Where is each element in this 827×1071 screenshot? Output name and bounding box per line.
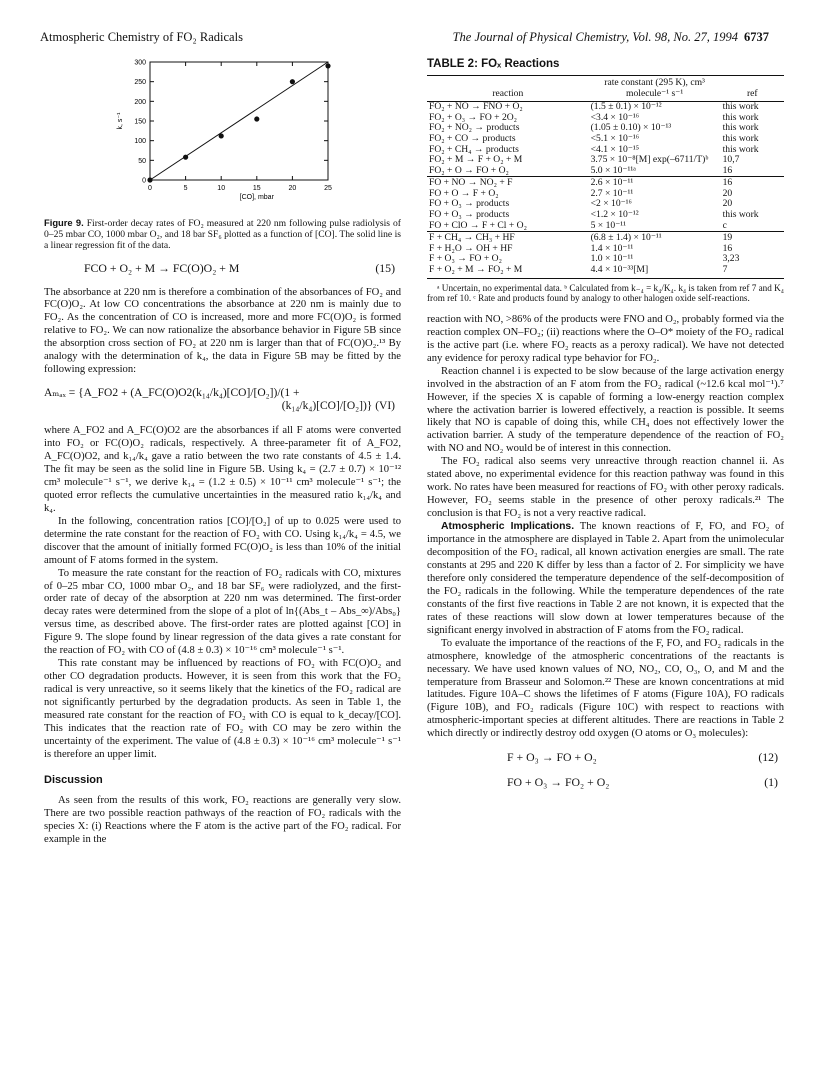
ref-cell: 20 xyxy=(722,198,733,210)
figure-9-caption xyxy=(44,217,401,252)
table-2-col-ref: ref xyxy=(721,75,784,101)
table-2-footnote: ᵃ Uncertain, no experimental data. ᵇ Calculated from k₋₄ = k₄/K₄. k₄ is taken from ref 7 and K₄ from ref 10. ᶜ Rate and products found by analogy to other halogen oxide self-reactions. xyxy=(427,282,784,304)
y-tick-label: 50 xyxy=(138,157,146,165)
x-tick-label: 5 xyxy=(183,185,188,192)
x-axis-label: [CO], mbar xyxy=(239,194,274,201)
paragraph-fit: where A_FO2 and A_FC(O)O2 are the absorbances if all F atoms were converted into FO₂ or FC(O)O₂ radicals, respectively. A three-parameter fit of A_FO2, A_FC(O)O2, and k₁₄/k₄ gave a ratio between the two rate constants of 4.5 ± 1.4. The fit may be seen as the solid line in Figure 5B. Using k₄ = (2.7 ± 0.7) × 10⁻¹² cm³ molecule⁻¹ s⁻¹, we derive k₁₄ = (1.2 ± 0.5) × 10⁻¹¹ cm³ molecule⁻¹ s⁻¹; the quoted error reflects the cumulative uncertainties in the measured ratio k₁₄/k₄ and k₄. xyxy=(44,425,401,514)
ref-cell: this work xyxy=(722,143,759,155)
y-tick-label: 250 xyxy=(134,79,146,87)
x-tick-label: 10 xyxy=(217,185,226,192)
paragraph-rate-measurement: To measure the rate constant for the reaction of FO₂ radicals with CO, mixtures of 0–25 mbar CO, 1000 mbar O₂, and 18 bar SF₆ were radiolyzed, and the first-order rate of decay of the absorption at 220 nm was determined. The first-order decay rates were determined from the slope of a plot of ln{(Abs_t – Abs_∞)/Abs₀} versus time, as described above. The first-order rates are plotted against [CO] in Figure 9. The slope found by linear regression of the data gives a rate constant for the reaction of FO₂ with CO of (4.8 ± 0.3) × 10⁻¹⁶ cm³ molecule⁻¹ s⁻¹. xyxy=(44,567,401,657)
reaction-cell: F + CH₄ → CH₃ + HF xyxy=(427,232,589,244)
right-column xyxy=(427,56,784,801)
rate-cell: 5.0 × 10⁻¹¹ᵃ xyxy=(590,164,636,176)
paragraph-reaction-no: reaction with NO, >86% of the products were FNO and O₂, probably formed via the reaction complex ON–FO₂; (ii) reactions where the O–O* moiety of the FO₂ radical is the active part (i.e. where FO₂ reacts as a peroxy radical). We have not detected any evidence for peroxy radical type behavior for FO₂. xyxy=(427,313,784,364)
reaction-cell: FO + O → F + O₂ xyxy=(429,187,499,199)
data-point xyxy=(254,116,259,121)
rate-cell: <2 × 10⁻¹⁶ xyxy=(590,198,632,210)
reaction-cell: FO₂ + O → FO + O₂ xyxy=(429,164,509,176)
reaction-cell: FO₂ + O₃ → FO + 2O₂ xyxy=(429,111,518,123)
ref-cell: 20 xyxy=(722,187,733,199)
data-point xyxy=(290,79,295,84)
reaction-cell: F + O₂ + M → FO₂ + M xyxy=(427,265,589,278)
ref-cell: 7 xyxy=(721,265,784,278)
atmospheric-implications-heading: Atmospheric Implications. xyxy=(441,521,575,533)
table-2-col-rate: rate constant (295 K), cm³ molecule⁻¹ s⁻¹ xyxy=(589,75,721,101)
reaction-cell: FO₂ + NO₂ → products xyxy=(429,122,520,134)
reaction-cell: FO + ClO → F + Cl + O₂ xyxy=(429,219,527,231)
equation-15 xyxy=(44,262,401,275)
equation-12 xyxy=(427,751,784,764)
ref-cell: this work xyxy=(722,132,759,144)
x-tick-label: 15 xyxy=(252,185,261,192)
ref-cell: 19 xyxy=(721,232,784,244)
reaction-cell: FO + O₃ → products xyxy=(429,209,510,221)
reaction-cell: F + H₂O → OH + HF xyxy=(429,242,513,254)
paragraph-channel-ii: The FO₂ radical also seems very unreactive through reaction channel ii. As stated above, no experimental evidence for this reaction pathway was found in this work. No rates have been measured for reactions of FO₂ with other peroxy radicals. However, FO₂ seems stable in the presence of other peroxy radicals.²¹ The conclusion is that FO₂ is not a very reactive radical. xyxy=(427,456,784,520)
reaction-cell: FO₂ + CH₄ → products xyxy=(429,143,519,155)
y-tick-label: 300 xyxy=(134,59,146,67)
regression-line xyxy=(150,62,328,180)
reaction-cell: F + O₃ → FO + O₂ xyxy=(429,253,502,265)
ref-cell: 16 xyxy=(721,177,784,189)
paragraph-absorbance: The absorbance at 220 nm is therefore a combination of the absorbances of FO₂ and FC(O)O₂. At low CO concentrations the absorbance at 220 nm is mainly due to FO₂. As the concentration of CO is increased, more and more FC(O)O₂ is formed relative to FO₂. We can now rationalize the absorbance behavior in Figure 5B since the absorption cross section of FO₂ at 220 nm is larger than that of FC(O)O₂.¹³ By analogy with the determination of k₄, the data in Figure 5B may be fitted by the following expression: xyxy=(44,286,401,376)
discussion-heading: Discussion xyxy=(44,773,103,786)
reaction-cell: FO₂ + CO → products xyxy=(429,132,516,144)
ref-cell: c xyxy=(722,219,727,231)
reaction-cell: FO + O₃ → products xyxy=(429,198,510,210)
reaction-cell: FO₂ + NO → FNO + O₂ xyxy=(429,101,523,113)
ref-cell: this work xyxy=(722,111,759,123)
journal-citation: The Journal of Physical Chemistry, Vol. 98, No. 27, 1994 xyxy=(452,30,738,44)
rate-cell: 4.4 × 10⁻³³[M] xyxy=(589,265,721,278)
rate-cell: (1.05 ± 0.10) × 10⁻¹³ xyxy=(590,122,672,134)
y-tick-label: 100 xyxy=(134,138,146,146)
reaction-cell: FO₂ + M → F + O₂ + M xyxy=(429,154,523,166)
figure-9-chart xyxy=(104,56,401,211)
equation-VI-line2: (k₁₄/k₄)[CO]/[O₂])} (VI) xyxy=(281,400,395,413)
figure-9-label: Figure 9. xyxy=(44,216,84,228)
paragraph-evaluate: To evaluate the importance of the reactions of the F, FO, and FO₂ radicals in the atmosphere, knowledge of the atmospheric concentrations of the reactants is necessary. We have used known values of NO, NO₂, CO, O₃, O, and M and the temperature from Brasseur and Solomon.²² These are known concentrations at mid latitudes. Figure 10A–C shows the lifetimes of F atoms (Figure 10A), FO radicals (Figure 10B), and FO₂ radicals (Figure 10C) with respect to reactions with atmospheric-important species at different altitudes. There are reactions in Table 2 which directly or indirectly destroy odd oxygen (O atoms or O₃ molecules): xyxy=(427,637,784,740)
table-2 xyxy=(427,75,784,279)
data-point xyxy=(325,63,330,68)
equation-12-text: F + O₃ → FO + O₂ xyxy=(507,750,597,765)
y-tick-label: 150 xyxy=(134,118,146,126)
data-point xyxy=(147,177,152,182)
table-2-header-row xyxy=(427,75,784,101)
equation-15-text: FCO + O₂ + M → FC(O)O₂ + M xyxy=(84,260,240,275)
equation-15-number: (15) xyxy=(375,260,395,275)
y-tick-label: 200 xyxy=(134,98,146,106)
paragraph-channel-i: Reaction channel i is expected to be slow because of the large activation energy involved in the abstraction of an F atom from the FO₂ radical (~12.6 kcal mol⁻¹).⁷ However, if the species X is capable of forming a low-energy reaction complex where the activation barrier is lowered effectively, a reaction is possible. It seems likely that NO is capable of doing this, while CH₄ does not effectively lower the activation barrier. A study of the temperature dependence of the reaction of FO₂ with NO and NO₂ would be of interest in this connection. xyxy=(427,365,784,455)
table-row xyxy=(427,134,784,145)
ref-cell: 16 xyxy=(722,242,733,254)
table-row xyxy=(427,166,784,177)
ref-cell: this work xyxy=(722,209,759,221)
reaction-cell: FO + NO → NO₂ + F xyxy=(427,177,589,189)
table-row xyxy=(427,221,784,232)
equation-1-number: (1) xyxy=(764,775,778,790)
rate-cell: <5.1 × 10⁻¹⁶ xyxy=(590,132,640,144)
rate-cell: <4.1 × 10⁻¹⁵ xyxy=(590,143,640,155)
data-point xyxy=(219,133,224,138)
left-column xyxy=(44,56,401,847)
atmospheric-implications-text: The known reactions of F, FO, and FO₂ of importance in the atmosphere are displayed in Table 2. Apart from the unimolecular decomposition of the FO₂ radical, all known activation energies are small. The rate constants at 295 and 220 K differ by less than a factor of 2. For simplicity we have therefore only considered the temperature dependence of the self-decomposition of the FO₂ radicals in the following. While the temperature dependences of the rate constants of the first five reactions in Table 2 are not known, it is expected that the rates of these reactions will slow down at lower temperatures because of the significant energy involved in abstraction of F atoms from the FO₂ radical. xyxy=(427,521,784,636)
x-tick-label: 25 xyxy=(324,185,332,192)
figure-9-svg xyxy=(104,56,344,206)
equation-VI xyxy=(44,387,401,413)
ref-cell: this work xyxy=(722,101,759,113)
rate-cell: <3.4 × 10⁻¹⁶ xyxy=(590,111,640,123)
paragraph-concentration-ratios: In the following, concentration ratios [CO]/[O₂] of up to 0.025 were used to determine the rate constant for the reaction of FO₂ with CO. Using k₁₄/k₄ = 4.5, we discover that the amount of initially formed FC(O)O₂ is less than 10% of the initial amount of F atoms formed in the system. xyxy=(44,515,401,566)
equation-1-text: FO + O₃ → FO₂ + O₂ xyxy=(507,775,610,790)
equation-1 xyxy=(427,776,784,789)
table-row xyxy=(427,265,784,278)
table-2-title: TABLE 2: FOₓ Reactions xyxy=(427,58,560,70)
running-header-left: Atmospheric Chemistry of FO₂ Radicals xyxy=(40,30,243,44)
table-2-body xyxy=(427,102,784,279)
ref-cell: 3,23 xyxy=(722,253,740,265)
x-tick-label: 20 xyxy=(288,185,297,192)
rate-cell: 1.4 × 10⁻¹¹ xyxy=(590,242,634,254)
page-number: 6737 xyxy=(744,30,769,44)
equation-12-number: (12) xyxy=(758,750,778,765)
rate-cell: 3.75 × 10⁻⁸[M] exp(–6711/T)ᵇ xyxy=(590,154,709,166)
ref-cell: 10,7 xyxy=(722,154,740,166)
rate-cell: 2.6 × 10⁻¹¹ xyxy=(589,177,721,189)
rate-cell: (6.8 ± 1.4) × 10⁻¹¹ xyxy=(589,232,721,244)
rate-cell: (1.5 ± 0.1) × 10⁻¹² xyxy=(590,101,662,113)
figure-9-caption-text: First-order decay rates of FO₂ measured at 220 nm following pulse radiolysis of 0–25 mbar CO, 1000 mbar O₂, and 18 bar SF₆ plotted as a function of [CO]. The solid line is a linear regression fit of the data. xyxy=(44,217,402,252)
rate-cell: 5 × 10⁻¹¹ xyxy=(590,219,627,231)
y-tick-label: 0 xyxy=(142,177,146,185)
paragraph-discussion: As seen from the results of this work, FO₂ reactions are generally very slow. There are two possible reaction pathways of the reaction of FO₂ radicals with the species X: (i) Reactions where the F atom is the active part of the FO₂ radical. For example in the xyxy=(44,794,401,845)
rate-cell: 2.7 × 10⁻¹¹ xyxy=(590,187,634,199)
table-2-col-reaction: reaction xyxy=(427,75,589,101)
equation-VI-line1: Aₘₐₓ = {A_FO2 + (A_FC(O)O2(k₁₄/k₄)[CO]/[O₂])/(1 + xyxy=(44,387,300,400)
data-point xyxy=(183,155,188,160)
x-tick-label: 0 xyxy=(148,185,152,192)
running-header-right xyxy=(453,30,769,45)
ref-cell: this work xyxy=(722,122,759,134)
rate-cell: <1.2 × 10⁻¹² xyxy=(590,209,639,221)
rate-cell: 1.0 × 10⁻¹¹ xyxy=(590,253,634,265)
y-axis-label: k, s⁻¹ xyxy=(117,112,124,130)
paragraph-upper-limit: This rate constant may be influenced by reactions of FO₂ with FC(O)O₂ and other CO degradation products. However, it is seen from this work that the FO₂ radical is very unreactive, so it seems likely that the kinetics of the FO₂ radical are not significantly perturbed by the degradation products. As seen in Table 1, the measured rate constant for the reaction of FO₂ with CO is equal to k_decay/[CO]. This indicates that the reaction rate of FO₂ with CO may be zero within the uncertainty of the experiment. The value of (4.8 ± 0.3) × 10⁻¹⁶ cm³ molecule⁻¹ s⁻¹ is therefore an upper limit. xyxy=(44,658,401,760)
paragraph-atmospheric-implications xyxy=(427,521,784,638)
ref-cell: 16 xyxy=(722,164,733,176)
